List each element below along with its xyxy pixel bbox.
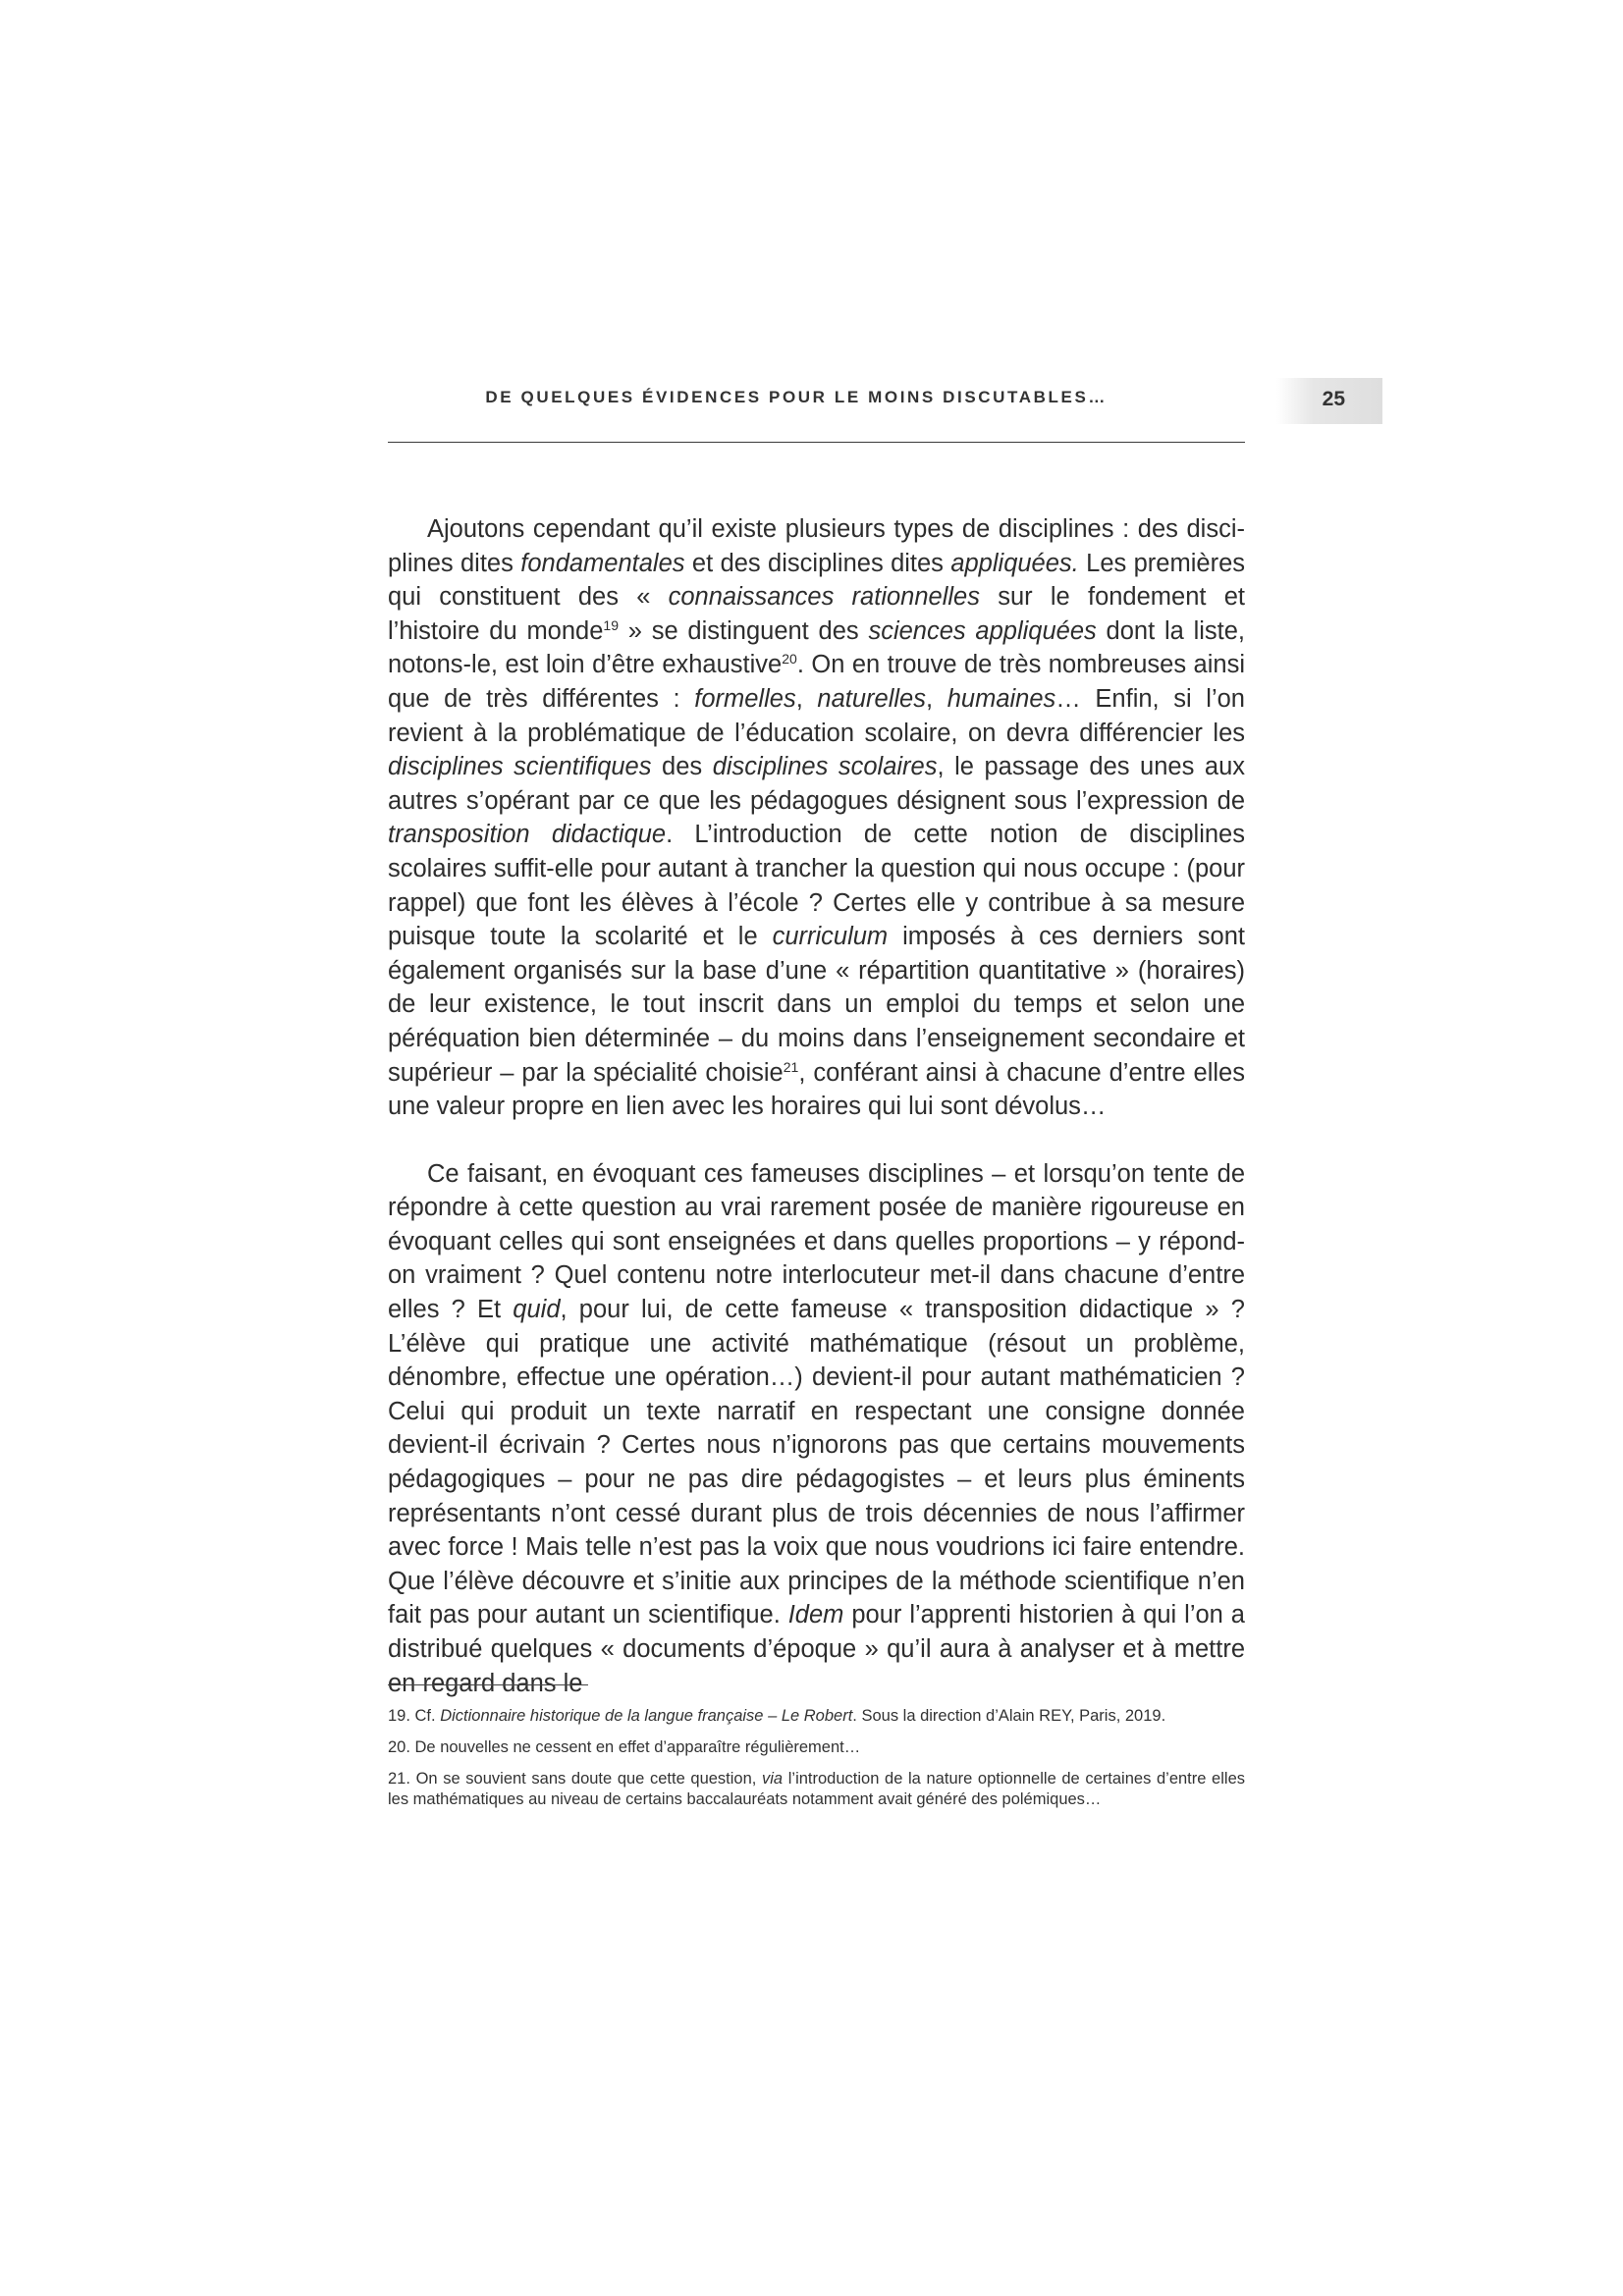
italic-text: connaissances rationnelles: [668, 583, 980, 612]
text-run: , pour lui, de cette fameuse « transposition didactique » ? L’élève qui pratique une activité mathématique (résout un problème, dénombre, effectue une opération…) devient-il pour autant mathématicien ? Celui qui produit un texte narratif en respectant une consigne donnée devient-il écrivain ? Certes nous n’ignorons pas que certains mouvements pédagogiques – pour ne pas dire pédagogistes – et leurs plus éminents représentants n’ont cessé durant plus de trois décennies de nous l’affirmer avec force ! Mais telle n’est pas la voix que nous voudrions ici faire entendre. Que l’élève découvre et s’initie aux principes de la méthode scientifique n’en fait pas pour autant un scientifique.: [388, 1296, 1245, 1629]
italic-text: disciplines scolaires: [712, 753, 938, 781]
italic-text: sciences appliquées: [868, 616, 1097, 645]
footnote-19: [388, 1706, 1245, 1727]
text-run: et des disciplines dites: [684, 549, 951, 577]
footnote-reference: 21: [783, 1058, 799, 1075]
text-run: ,: [926, 684, 947, 713]
text-run: Ce faisant, en évoquant ces fameuses disciplines – et lorsqu’on tente de répondre à cette question au vrai rarement posée de manière rigoureuse en évoquant celles qui sont enseignées et dans quelles proportions – y répond-on vraiment ? Quel contenu notre interlocuteur met-il dans chacune d’entre elles ? Et: [388, 1159, 1245, 1324]
page-number-tab: [1276, 378, 1382, 424]
running-header: [388, 378, 1245, 443]
italic-text: naturelles: [817, 684, 926, 713]
footnote-reference: 20: [782, 651, 797, 667]
footnote-20: [388, 1737, 1245, 1758]
text-run: 21. On se souvient sans doute que cette question,: [388, 1770, 763, 1788]
text-run: ,: [795, 684, 818, 713]
footnote-separator: [388, 1684, 588, 1685]
italic-text: curriculum: [772, 923, 889, 951]
body-paragraph-1: [388, 512, 1245, 1124]
body-paragraph-2: [388, 1157, 1245, 1701]
page-number: 25: [1322, 388, 1345, 410]
text-run: . L’introduction de cette notion de disciplines scolaires suffit-elle pour autant à trancher la question qui nous occupe : (pour rappel) que font les élèves à l’école ? Certes elle y contribue à sa mesure puisque toute la scolarité et le: [388, 821, 1245, 951]
running-title: DE QUELQUES ÉVIDENCES POUR LE MOINS DISCUTABLES…: [485, 388, 1108, 406]
italic-text: fondamentales: [520, 549, 685, 577]
text-run: Les premières qui constituent des «: [388, 549, 1245, 612]
text-run: Ajoutons cependant qu’il existe plusieurs types de disciplines : des disciplines dites: [388, 515, 1245, 577]
footnote-21: [388, 1769, 1245, 1810]
text-run: sur le fondement et l’histoire du monde: [388, 583, 1245, 645]
text-run: , le passage des unes aux autres s’opérant par ce que les pédagogues désignent sous l’expression de: [388, 753, 1245, 815]
text-run: . On en trouve de très nombreuses ainsi que de très différentes :: [388, 651, 1245, 713]
text-run: 20. De nouvelles ne cessent en effet d’apparaître régulièrement…: [388, 1738, 861, 1756]
text-run: 19. Cf.: [388, 1707, 441, 1725]
main-text: [388, 512, 1245, 1700]
text-run: pour l’apprenti historien à qui l’on a distribué quelques « documents d’époque » qu’il aura à analyser et à mettre en regard dans le: [388, 1601, 1245, 1697]
italic-text: formelles: [694, 684, 796, 713]
text-run: des: [651, 753, 713, 781]
text-run: l’introduction de la nature optionnelle de certaines d’entre elles les mathématiques au niveau de certains baccalauréats notamment avait généré des polémiques…: [388, 1770, 1245, 1808]
footnote-reference: 19: [603, 616, 619, 633]
footnotes: [388, 1706, 1245, 1821]
italic-text: transposition didactique: [388, 821, 667, 849]
italic-text: humaines: [947, 684, 1056, 713]
text-run: » se distinguent des: [619, 616, 869, 645]
italic-text: appliquées.: [950, 549, 1079, 577]
text-run: . Sous la direction d’Alain REY, Paris, 2019.: [852, 1707, 1166, 1725]
italic-text: via: [762, 1770, 784, 1788]
text-run: dont la liste, notons-le, est loin d’être exhaustive: [388, 616, 1246, 679]
text-run: … Enfin, si l’on revient à la problématique de l’éducation scolaire, on devra différencier les: [388, 684, 1245, 747]
italic-text: quid: [513, 1296, 561, 1324]
italic-text: disciplines scientifiques: [388, 753, 652, 781]
text-run: , conférant ainsi à chacune d’entre elles une valeur propre en lien avec les horaires qui lui sont dévolus…: [388, 1058, 1245, 1121]
text-run: imposés à ces derniers sont également organisés sur la base d’une « répartition quantitative » (horaires) de leur existence, le tout inscrit dans un emploi du temps et selon une péréquation bien déterminée – du moins dans l’enseignement secondaire et supérieur – par la spécialité choisie: [388, 923, 1245, 1087]
italic-text: Idem: [787, 1601, 844, 1629]
italic-text: Dictionnaire historique de la langue française – Le Robert: [440, 1707, 853, 1725]
